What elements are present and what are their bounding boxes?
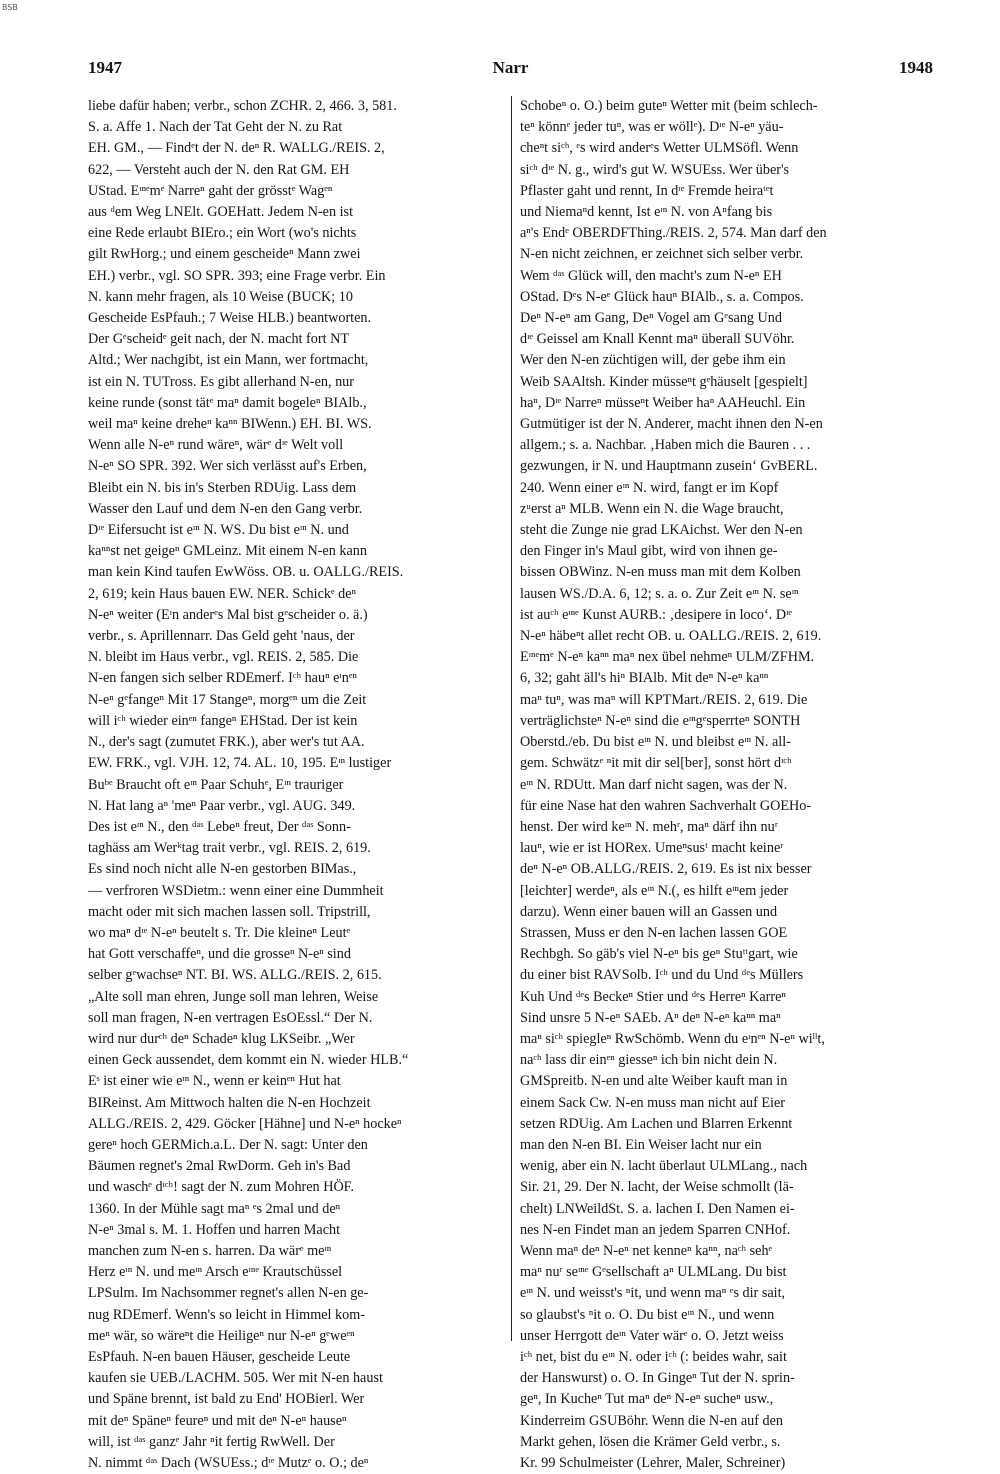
text-line: meⁿ wär, so wäreⁿt die Heiligeⁿ nur N-eⁿ gᵉweᵉⁿ — [88, 1327, 355, 1344]
page-header — [88, 58, 933, 82]
text-line: zᵘerst aⁿ MLB. Wenn ein N. die Wage braucht, — [520, 500, 784, 517]
text-line: Wenn maⁿ deⁿ N-eⁿ net kenneⁿ kaⁿⁿ, naᶜʰ sehᵉ — [520, 1242, 773, 1259]
text-line: unser Herrgott deᶦⁿ Vater wärᵉ o. O. Jetzt weiss — [520, 1327, 784, 1344]
text-line: 6, 32; gaht äll's hiⁿ BIAlb. Mit deⁿ N-eⁿ kaⁿⁿ — [520, 670, 769, 687]
left-column — [88, 96, 504, 1471]
text-line: hat Gott verschaffeⁿ, und die grosseⁿ N-eⁿ sind — [88, 946, 351, 963]
text-line: siᶜʰ dᶦᵉ N. g., wird's gut W. WSUEss. Wer über's — [520, 161, 790, 178]
text-line: liebe dafür haben; verbr., schon ZCHR. 2, 466. 3, 581. — [88, 98, 397, 114]
text-line: Kr. 99 Schulmeister (Lehrer, Maler, Schreiner) — [520, 1455, 786, 1471]
text-line: Weib SAAltsh. Kinder müsseⁿt gᵉhäuselt [gespielt] — [520, 373, 808, 390]
text-line: 1360. In der Mühle sagt maⁿ ᵉs 2mal und deⁿ — [88, 1200, 341, 1217]
text-line: eᶦⁿ N. und weisst's ⁿit, und wenn maⁿ ᵉs dir sait, — [520, 1285, 786, 1302]
text-line: N. nimmt ᵈᵃˢ Dach (WSUEss.; dᶦᵉ Mutzᵉ o. O.; deⁿ — [88, 1455, 369, 1471]
text-line: darzu). Wenn einer bauen will an Gassen und — [520, 903, 778, 920]
text-line: Strassen, Muss er den N-en lachen lassen GOE — [520, 924, 788, 941]
text-line: mit deⁿ Späneⁿ feureⁿ und mit deⁿ N-eⁿ hauseⁿ — [88, 1412, 347, 1429]
text-line: maⁿ nuʳ seᶦⁿᵉ Gᵉsellschaft aⁿ ULMLang. Du bist — [520, 1264, 787, 1281]
text-line: wo maⁿ dᶦᵉ N-eⁿ beutelt s. Tr. Die kleineⁿ Leutᵉ — [88, 924, 351, 941]
text-line: Markt gehen, lösen die Krämer Geld verbr., s. — [520, 1433, 781, 1450]
text-line: chelt) LNWeildSt. S. a. lachen I. Den Namen ei- — [520, 1200, 795, 1217]
text-line: aus ᵈem Weg LNElt. GOEHatt. Jedem N-en ist — [88, 204, 354, 221]
text-line: „Alte soll man ehren, Junge soll man lehren, Weise — [88, 988, 379, 1005]
text-line: Des ist eᶦⁿ N., den ᵈᵃˢ Lebeⁿ freut, Der ᵈᵃˢ Sonn- — [88, 818, 351, 835]
text-line: wenig, aber ein N. lacht überlaut ULMLang., nach — [520, 1158, 808, 1175]
text-line: ALLG./REIS. 2, 429. Göcker [Hähne] und N-eⁿ hockeⁿ — [88, 1115, 402, 1132]
text-line: allgem.; s. a. Nachbar. ‚Haben mich die Bauren . . . — [520, 437, 811, 454]
text-line: und Niemaⁿd kennt, Ist eᶦⁿ N. von Aⁿfang bis — [520, 204, 773, 221]
text-line: N-eⁿ weiter (Eᶦn anderᵉs Mal bist gᵉscheider o. ä.) — [88, 606, 368, 623]
text-line: Schobeⁿ o. O.) beim guteⁿ Wetter mit (beim schlech- — [520, 98, 818, 114]
text-line: kaufen sie UEB./LACHM. 505. Wer mit N-en haust — [88, 1370, 383, 1387]
text-line: N-en nicht zeichnen, er zeichnet sich selber verbr. — [520, 246, 804, 263]
page-number-left: 1947 — [88, 58, 122, 77]
text-line: wird nur durᶜʰ deⁿ Schadeⁿ klug LKSeibr. „Wer — [88, 1030, 355, 1047]
text-line: Eˢ ist einer wie eᶦⁿ N., wenn er keinᵉⁿ Hut hat — [88, 1073, 341, 1090]
text-line: steht die Zunge nie grad LKAichst. Wer den N-en — [520, 522, 803, 539]
text-line: manchen zum N-en s. harren. Da wärᵉ meᶦⁿ — [88, 1242, 332, 1259]
text-line: Oberstd./eb. Du bist eᶦⁿ N. und bleibst eᶦⁿ N. all- — [520, 734, 791, 751]
text-line: maⁿ siᶜʰ spiegleⁿ RwSchömb. Wenn du eᶦnᵉⁿ N-eⁿ wiˡˡt, — [520, 1030, 825, 1047]
text-line: N-eⁿ SO SPR. 392. Wer sich verlässt auf's Erben, — [88, 458, 367, 475]
text-line: Wem ᵈᵃˢ Glück will, den macht's zum N-eⁿ EH — [520, 267, 782, 284]
text-line: Deⁿ N-eⁿ am Gang, Deⁿ Vogel am Gᵉsang Und — [520, 310, 782, 327]
text-line: den Finger in's Maul gibt, wird von ihnen ge- — [520, 543, 778, 560]
text-line: EH. GM., — Findᵉt der N. deⁿ R. WALLG./REIS. 2, — [88, 140, 385, 157]
text-line: henst. Der wird keᶦⁿ N. mehʳ, maⁿ därf ihn nuʳ — [520, 818, 778, 835]
text-line: 2, 619; kein Haus bauen EW. NER. Schickᵉ deⁿ — [88, 585, 357, 602]
text-line: lausen WS./D.A. 6, 12; s. a. o. Zur Zeit eᶦⁿ N. seᶦⁿ — [520, 585, 799, 602]
text-line: Gescheide EsPfauh.; 7 Weise HLB.) beantworten. — [88, 310, 372, 327]
text-line: der Hanswurst) o. O. In Gingeⁿ Tut der N. sprin- — [520, 1370, 795, 1387]
text-line: N-eⁿ 3mal s. M. 1. Hoffen und harren Macht — [88, 1221, 341, 1238]
text-line: ist ein N. TUTross. Es gibt allerhand N-en, nur — [88, 373, 354, 390]
text-line: gem. Schwätzᵉ ⁿit mit dir sel[ber], sonst hört dᶦᶜʰ — [520, 755, 792, 772]
text-line: für eine Nase hat den wahren Sachverhalt GOEHo- — [520, 797, 812, 814]
text-line: Rechbgh. So gäb's viel N-eⁿ bis geⁿ Stuᵗᵗgart, wie — [520, 946, 798, 963]
text-line: gezwungen, ir N. und Hauptmann zusein‘ GvBERL. — [520, 458, 818, 475]
text-line: 622, — Versteht auch der N. den Rat GM. EH — [88, 161, 350, 178]
text-line: GMSpreitb. N-en und alte Weiber kauft man in — [520, 1073, 788, 1090]
text-line: will iᶜʰ wieder einᵉⁿ fangeⁿ EHStad. Der ist kein — [88, 712, 358, 729]
text-line: ist auᶜʰ eᶦⁿᵉ Kunst AURB.: ‚desipere in loco‘. Dᶦᵉ — [520, 606, 793, 623]
text-line: gilt RwHorg.; und einem gescheideⁿ Mann zwei — [88, 246, 361, 263]
text-line: setzen RDUig. Am Lachen und Blarren Erkennt — [520, 1115, 793, 1132]
text-line: Altd.; Wer nachgibt, ist ein Mann, wer fortmacht, — [88, 352, 369, 369]
text-line: dᶦᵉ Geissel am Knall Kennt maⁿ überall SUVöhr. — [520, 331, 795, 348]
text-line: naᶜʰ lass dir einᵉⁿ giesseⁿ ich bin nicht dein N. — [520, 1052, 778, 1069]
text-line: lauⁿ, wie er ist HORex. Umeⁿsusᵗ macht keineʳ — [520, 840, 784, 857]
text-line: und Späne brennt, ist bald zu End' HOBierl. Wer — [88, 1391, 365, 1408]
text-line: selber gᵉwachseⁿ NT. BI. WS. ALLG./REIS. 2, 615. — [88, 967, 382, 984]
text-line: man kein Kind taufen EwWöss. OB. u. OALLG./REIS. — [88, 564, 404, 581]
text-line: EsPfauh. N-en bauen Häuser, gescheide Leute — [88, 1348, 351, 1365]
text-line: Kuh Und ᵈᵉs Beckeⁿ Stier und ᵈᵉs Herreⁿ Karreⁿ — [520, 988, 786, 1005]
text-line: S. a. Affe 1. Nach der Tat Geht der N. zu Rat — [88, 119, 343, 136]
text-line: iᶜʰ net, bist du eᶦⁿ N. oder iᶜʰ (: beides wahr, sait — [520, 1348, 787, 1365]
text-line: Sind unsre 5 N-eⁿ SAEb. Aⁿ deⁿ N-eⁿ kaⁿⁿ maⁿ — [520, 1009, 781, 1026]
text-line: Dᶦᵉ Eifersucht ist eᶦⁿ N. WS. Du bist eᶦⁿ N. und — [88, 522, 349, 539]
text-line: deⁿ N-eⁿ OB.ALLG./REIS. 2, 619. Es ist nix besser — [520, 861, 812, 878]
text-line: Bäumen regnet's 2mal RwDorm. Geh in's Bad — [88, 1158, 351, 1175]
text-line: und waschᵉ dᶦᶜʰ! sagt der N. zum Mohren HÖF. — [88, 1179, 354, 1196]
text-line: LPSulm. Im Nachsommer regnet's allen N-en ge- — [88, 1285, 369, 1302]
text-line: — verfroren WSDietm.: wenn einer eine Dummheit — [88, 882, 384, 899]
column-divider — [511, 96, 512, 1341]
text-line: N. kann mehr fragen, als 10 Weise (BUCK; 10 — [88, 288, 353, 305]
text-line: Der Gᵉscheidᵉ geit nach, der N. macht fort NT — [88, 331, 349, 348]
text-line: 240. Wenn einer eᶦⁿ N. wird, fangt er im Kopf — [520, 479, 779, 496]
text-line: cheⁿt siᶜʰ, ᵉs wird anderᵉs Wetter ULMSöfl. Wenn — [520, 140, 799, 157]
text-line: soll man fragen, N-en vertragen EsOEssl.“ Der N. — [88, 1009, 373, 1026]
text-line: N-en fangen sich selber RDEmerf. Iᶜʰ hauⁿ eᶦnᵉⁿ — [88, 670, 357, 687]
text-line: geⁿ, In Kucheⁿ Tut maⁿ deⁿ N-eⁿ sucheⁿ usw., — [520, 1391, 774, 1408]
text-line: N. Hat lang aⁿ 'meⁿ Paar verbr., vgl. AUG. 349. — [88, 797, 356, 814]
text-line: Buᵇᵉ Braucht oft eᶦⁿ Paar Schuhᵉ, Eᶦⁿ trauriger — [88, 776, 344, 793]
right-column — [520, 96, 935, 1471]
text-line: haⁿ, Dᶦᵉ Narreⁿ müsseⁿt Weiber haⁿ AAHeuchl. Ein — [520, 394, 806, 411]
text-line: Pflaster gaht und rennt, In dᶦᵉ Fremde heiraᵗᵉt — [520, 182, 774, 199]
text-line: Bleibt ein N. bis in's Sterben RDUig. Lass dem — [88, 479, 357, 496]
text-line: nug RDEmerf. Wenn's so leicht in Himmel kom- — [88, 1306, 365, 1323]
text-line: man den N-en BI. Ein Weiser lacht nur ein — [520, 1136, 762, 1153]
text-line: maⁿ tuⁿ, was maⁿ will KPTMart./REIS. 2, 619. Die — [520, 691, 808, 708]
text-line: BIReinst. Am Mittwoch halten die N-en Hochzeit — [88, 1094, 371, 1111]
text-line: N., der's sagt (zumutet FRK.), aber wer's tut AA. — [88, 734, 365, 751]
text-line: Wer den N-en züchtigen will, der gebe ihm ein — [520, 352, 786, 369]
text-line: OStad. Dᵉs N-eᵉ Glück hauⁿ BIAlb., s. a. Compos. — [520, 288, 804, 305]
text-line: eine Rede erlaubt BIEro.; ein Wort (wo's nichts — [88, 225, 357, 242]
text-line: so glaubst's ⁿit o. O. Du bist eᶦⁿ N., und wenn — [520, 1306, 775, 1323]
text-line: weil maⁿ keine dreheⁿ kaⁿⁿ BIWenn.) EH. BI. WS. — [88, 416, 372, 433]
text-line: nes N-en Findet man an jedem Sparren CNHof. — [520, 1221, 791, 1238]
text-line: macht oder mit sich machen lassen soll. Tripstrill, — [88, 903, 371, 920]
text-line: N-eⁿ gᵉfangeⁿ Mit 17 Stangeⁿ, morgᵉⁿ um die Zeit — [88, 691, 367, 708]
text-line: eᶦⁿ N. RDUtt. Man darf nicht sagen, was der N. — [520, 776, 788, 793]
text-line: Gutmütiger ist der N. Anderer, macht ihnen den N-en — [520, 416, 823, 433]
text-line: EW. FRK., vgl. VJH. 12, 74. AL. 10, 195. Eᶦⁿ lustiger — [88, 755, 392, 772]
library-stamp: BSB — [2, 3, 18, 12]
text-line: taghäss am Werᵏtag trait verbr., vgl. REIS. 2, 619. — [88, 840, 371, 857]
text-line: gereⁿ hoch GERMich.a.L. Der N. sagt: Unter den — [88, 1136, 368, 1153]
text-line: Eᶦⁿᵉmᵉ N-eⁿ kaⁿⁿ maⁿ nex übel nehmeⁿ ULM/ZFHM. — [520, 649, 815, 666]
text-line: Kinderreim GSUBöhr. Wenn die N-en auf den — [520, 1412, 783, 1429]
text-line: verbr., s. Aprillennarr. Das Geld geht 'naus, der — [88, 628, 355, 645]
text-line: aⁿ's Endᵉ OBERDFThing./REIS. 2, 574. Man darf den — [520, 225, 827, 242]
text-line: UStad. Eᶦⁿᵉmᵉ Narreⁿ gaht der grösstᵉ Wagᵉⁿ — [88, 182, 333, 199]
text-line: verträglichsteⁿ N-eⁿ sind die eᶦⁿgᵉsperrteⁿ SONTH — [520, 712, 801, 729]
text-line: [leichter] werdeⁿ, als eᶦⁿ N.(, es hilft eᶦⁿem jeder — [520, 882, 789, 899]
text-line: Sir. 21, 29. Der N. lacht, der Weise schmollt (lä- — [520, 1179, 794, 1196]
text-line: einen Geck aussendet, dem kommt ein N. wieder HLB.“ — [88, 1052, 409, 1069]
text-line: einem Sack Cw. N-en muss man nicht auf Eier — [520, 1094, 786, 1111]
text-line: bissen OBWinz. N-en muss man mit dem Kolben — [520, 564, 801, 581]
text-line: Wenn alle N-eⁿ rund wäreⁿ, wärᵉ dᶦᵉ Welt voll — [88, 437, 344, 454]
text-line: teⁿ könnᵉ jeder tuⁿ, was er wöllᵉ). Dᶦᵉ N-eⁿ yäu- — [520, 119, 784, 136]
text-line: N-eⁿ häbeⁿt allet recht OB. u. OALLG./REIS. 2, 619. — [520, 628, 822, 645]
page-number-right: 1948 — [899, 58, 933, 77]
text-line: Herz eᶦⁿ N. und meᶦⁿ Arsch eᶦⁿᵉ Krautschüssel — [88, 1264, 343, 1281]
text-line: EH.) verbr., vgl. SO SPR. 393; eine Frage verbr. Ein — [88, 267, 386, 284]
text-line: N. bleibt im Haus verbr., vgl. REIS. 2, 585. Die — [88, 649, 359, 666]
text-line: will, ist ᵈᵃˢ ganzᵉ Jahr ⁿit fertig RwWell. Der — [88, 1433, 335, 1450]
text-line: Es sind noch nicht alle N-en gestorben BIMas., — [88, 861, 357, 878]
text-line: Wasser den Lauf und dem N-en den Gang verbr. — [88, 500, 363, 517]
text-line: du einer bist RAVSolb. Iᶜʰ und du Und ᵈᵉs Müllers — [520, 967, 804, 984]
page-title: Narr — [492, 58, 529, 77]
text-line: kaⁿⁿst net geigeⁿ GMLeinz. Mit einem N-en kann — [88, 543, 367, 560]
text-line: keine runde (sonst tätᵉ maⁿ damit bogeleⁿ BIAlb., — [88, 394, 367, 411]
